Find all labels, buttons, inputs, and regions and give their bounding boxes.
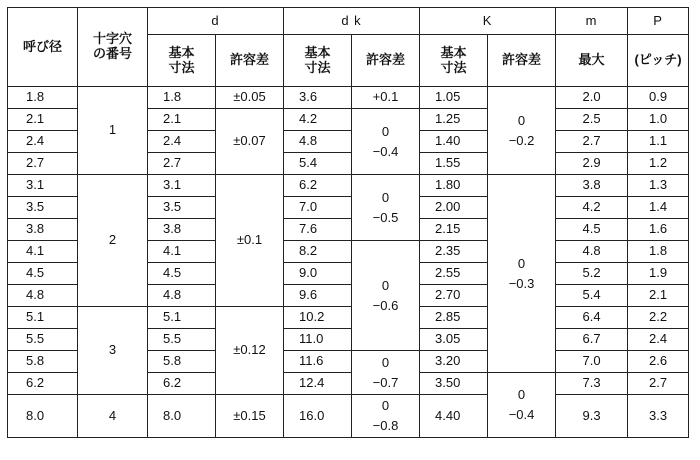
- cell-k-tolerance: [488, 175, 556, 373]
- cell-d-tolerance: ±0.07: [216, 109, 284, 175]
- header-k-basic-line2: 寸法: [440, 59, 467, 75]
- cell-size: 5.8: [8, 351, 78, 373]
- header-p-pitch: (ピッチ): [628, 35, 689, 87]
- header-dk-basic: [284, 35, 352, 87]
- table-row: [8, 87, 689, 109]
- cell-cross-recess: 1: [78, 87, 148, 175]
- header-d-basic-line2: 寸法: [168, 59, 195, 75]
- cell-d-basic: 4.5: [148, 263, 216, 285]
- cell-pitch: 2.7: [628, 373, 689, 395]
- cell-k-tolerance: [488, 87, 556, 175]
- cell-dk-basic: 4.8: [284, 131, 352, 153]
- cell-d-basic: 6.2: [148, 373, 216, 395]
- cell-size: 3.8: [8, 219, 78, 241]
- cell-dk-tolerance: [352, 241, 420, 351]
- tol-upper: 0: [381, 189, 390, 205]
- cell-d-basic: 5.8: [148, 351, 216, 373]
- cell-pitch: 1.0: [628, 109, 689, 131]
- cell-d-tolerance: ±0.12: [216, 307, 284, 395]
- cell-cross-recess: 2: [78, 175, 148, 307]
- tol-upper: 0: [517, 387, 526, 402]
- cell-size: 4.1: [8, 241, 78, 263]
- cell-size: 4.5: [8, 263, 78, 285]
- cell-dk-basic: 11.0: [284, 329, 352, 351]
- tol-lower: −0.3: [508, 275, 535, 291]
- header-k-basic-line1: 基本: [440, 44, 467, 60]
- cell-k-basic: 3.20: [420, 351, 488, 373]
- cell-k-basic: 2.15: [420, 219, 488, 241]
- tol-lower: −0.4: [372, 143, 399, 159]
- cell-k-basic: 1.05: [420, 87, 488, 109]
- tol-upper: 0: [381, 354, 390, 370]
- cell-dk-basic: 9.0: [284, 263, 352, 285]
- cell-m-max: 5.2: [556, 263, 628, 285]
- tol-upper: 0: [517, 255, 526, 271]
- header-p: P: [628, 8, 689, 35]
- header-m: m: [556, 8, 628, 35]
- cell-size: 6.2: [8, 373, 78, 395]
- cell-size: 2.1: [8, 109, 78, 131]
- cell-size: 3.1: [8, 175, 78, 197]
- tol-upper: 0: [381, 123, 390, 139]
- cell-pitch: 1.2: [628, 153, 689, 175]
- cell-m-max: 6.4: [556, 307, 628, 329]
- cell-d-basic: 2.1: [148, 109, 216, 131]
- cell-d-basic: 4.8: [148, 285, 216, 307]
- cell-d-tolerance: ±0.15: [216, 395, 284, 438]
- cell-dk-basic: 7.0: [284, 197, 352, 219]
- cell-size: 2.4: [8, 131, 78, 153]
- cell-k-basic: 3.50: [420, 373, 488, 395]
- cell-m-max: 2.0: [556, 87, 628, 109]
- cell-pitch: 1.4: [628, 197, 689, 219]
- cell-dk-basic: 6.2: [284, 175, 352, 197]
- cell-k-basic: 4.40: [420, 395, 488, 438]
- cell-pitch: 3.3: [628, 395, 689, 438]
- cell-dk-basic: 10.2: [284, 307, 352, 329]
- cell-m-max: 9.3: [556, 395, 628, 438]
- tol-lower: −0.7: [372, 374, 399, 390]
- cell-size: 5.5: [8, 329, 78, 351]
- table-row: [8, 395, 689, 438]
- cell-cross-recess: 4: [78, 395, 148, 438]
- cell-dk-basic: 11.6: [284, 351, 352, 373]
- spec-table-container: [7, 7, 689, 438]
- header-d-tolerance: 許容差: [216, 35, 284, 87]
- cell-d-basic: 3.5: [148, 197, 216, 219]
- table-row: [8, 307, 689, 329]
- header-d: d: [148, 8, 284, 35]
- header-cross-recess-line1: 十字穴: [92, 31, 132, 47]
- cell-k-basic: 1.25: [420, 109, 488, 131]
- cell-cross-recess: 3: [78, 307, 148, 395]
- cell-m-max: 4.8: [556, 241, 628, 263]
- cell-k-basic: 1.80: [420, 175, 488, 197]
- cell-m-max: 7.3: [556, 373, 628, 395]
- tol-upper: 0: [381, 398, 390, 413]
- header-k: K: [420, 8, 556, 35]
- cell-d-basic: 3.1: [148, 175, 216, 197]
- cell-pitch: 1.3: [628, 175, 689, 197]
- cell-pitch: 0.9: [628, 87, 689, 109]
- cell-dk-basic: 9.6: [284, 285, 352, 307]
- cell-k-basic: 2.00: [420, 197, 488, 219]
- cell-m-max: 3.8: [556, 175, 628, 197]
- cell-d-basic: 1.8: [148, 87, 216, 109]
- cell-dk-tolerance: [352, 351, 420, 395]
- cell-k-basic: 2.70: [420, 285, 488, 307]
- tol-lower: −0.6: [372, 297, 399, 313]
- cell-pitch: 1.1: [628, 131, 689, 153]
- cell-dk-basic: 7.6: [284, 219, 352, 241]
- cell-d-basic: 8.0: [148, 395, 216, 438]
- cell-dk-basic: 4.2: [284, 109, 352, 131]
- cell-size: 5.1: [8, 307, 78, 329]
- tol-upper: 0: [381, 277, 390, 293]
- header-cross-recess-line2: の番号: [92, 46, 132, 61]
- header-d-basic-line1: 基本: [168, 44, 195, 60]
- cell-size: 3.5: [8, 197, 78, 219]
- cell-k-basic: 2.35: [420, 241, 488, 263]
- cell-d-basic: 3.8: [148, 219, 216, 241]
- tol-upper: 0: [517, 112, 526, 128]
- cell-k-basic: 1.40: [420, 131, 488, 153]
- header-k-tolerance: 許容差: [488, 35, 556, 87]
- cell-dk-tolerance: +0.1: [352, 87, 420, 109]
- cell-size: 2.7: [8, 153, 78, 175]
- header-dk: d k: [284, 8, 420, 35]
- header-dk-tolerance: 許容差: [352, 35, 420, 87]
- cell-dk-tolerance: [352, 395, 420, 438]
- tol-lower: −0.4: [508, 407, 535, 422]
- cell-m-max: 4.5: [556, 219, 628, 241]
- cell-dk-basic: 3.6: [284, 87, 352, 109]
- cell-m-max: 5.4: [556, 285, 628, 307]
- cell-dk-basic: 16.0: [284, 395, 352, 438]
- tol-lower: −0.5: [372, 209, 399, 225]
- cell-pitch: 2.2: [628, 307, 689, 329]
- cell-dk-basic: 8.2: [284, 241, 352, 263]
- cell-dk-tolerance: [352, 109, 420, 175]
- header-d-basic: [148, 35, 216, 87]
- cell-k-basic: 2.55: [420, 263, 488, 285]
- cell-size: 1.8: [8, 87, 78, 109]
- cell-m-max: 2.5: [556, 109, 628, 131]
- tol-lower: −0.2: [508, 132, 535, 148]
- cell-size: 8.0: [8, 395, 78, 438]
- header-cross-recess-no: [78, 8, 148, 87]
- cell-d-basic: 2.7: [148, 153, 216, 175]
- cell-d-basic: 5.1: [148, 307, 216, 329]
- tol-lower: −0.8: [372, 418, 399, 433]
- cell-pitch: 1.6: [628, 219, 689, 241]
- header-dk-basic-line1: 基本: [304, 44, 331, 60]
- header-k-basic: [420, 35, 488, 87]
- cell-dk-basic: 5.4: [284, 153, 352, 175]
- header-nominal-size: 呼び径: [8, 8, 78, 87]
- cell-k-basic: 1.55: [420, 153, 488, 175]
- cell-dk-basic: 12.4: [284, 373, 352, 395]
- cell-pitch: 1.8: [628, 241, 689, 263]
- cell-k-tolerance: [488, 373, 556, 438]
- cell-pitch: 2.4: [628, 329, 689, 351]
- cell-d-basic: 4.1: [148, 241, 216, 263]
- table-row: [8, 175, 689, 197]
- cell-m-max: 6.7: [556, 329, 628, 351]
- cell-size: 4.8: [8, 285, 78, 307]
- cell-m-max: 2.9: [556, 153, 628, 175]
- cell-dk-tolerance: [352, 175, 420, 241]
- cell-pitch: 1.9: [628, 263, 689, 285]
- cell-d-basic: 2.4: [148, 131, 216, 153]
- cell-k-basic: 3.05: [420, 329, 488, 351]
- cell-d-tolerance: ±0.1: [216, 175, 284, 307]
- cell-pitch: 2.6: [628, 351, 689, 373]
- header-dk-basic-line2: 寸法: [304, 59, 331, 75]
- cell-k-basic: 2.85: [420, 307, 488, 329]
- cell-m-max: 2.7: [556, 131, 628, 153]
- cell-d-tolerance: ±0.05: [216, 87, 284, 109]
- cell-m-max: 7.0: [556, 351, 628, 373]
- cell-pitch: 2.1: [628, 285, 689, 307]
- cell-d-basic: 5.5: [148, 329, 216, 351]
- header-m-max: 最大: [556, 35, 628, 87]
- cell-m-max: 4.2: [556, 197, 628, 219]
- screw-dimension-table: [7, 7, 689, 438]
